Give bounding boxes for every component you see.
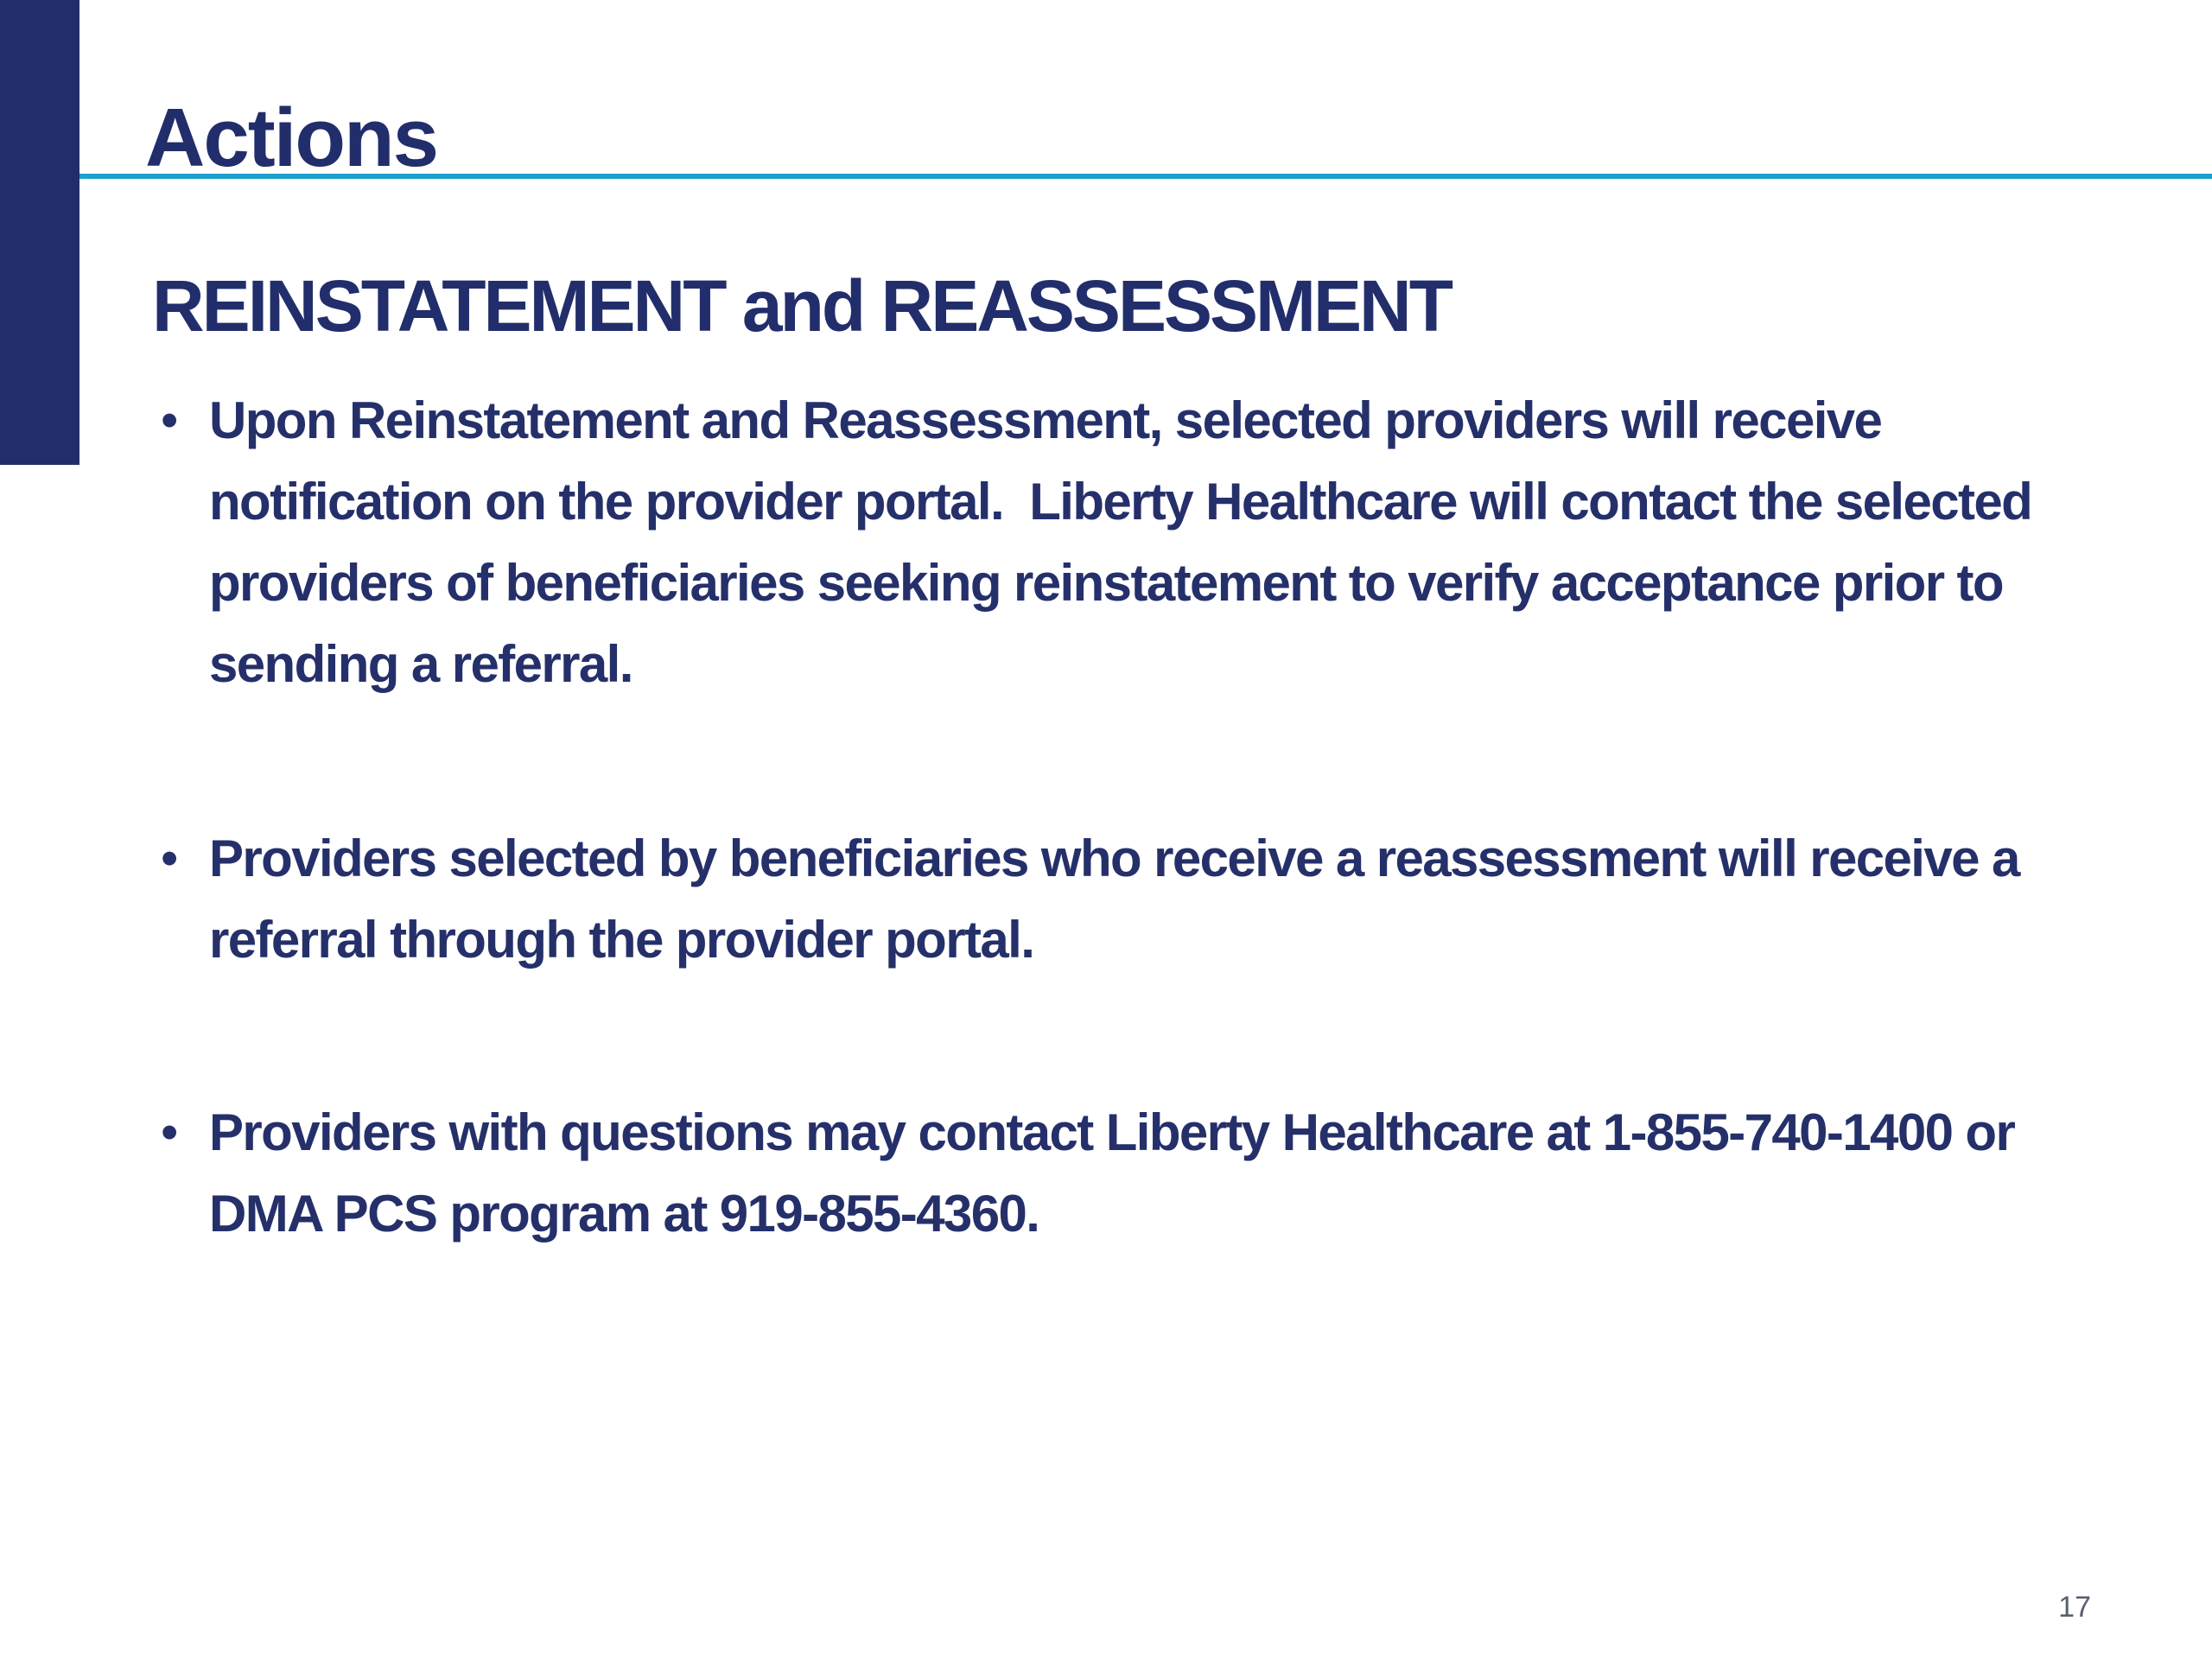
section-heading: REINSTATEMENT and REASSESSMENT (152, 265, 1452, 346)
bullet-text: Upon Reinstatement and Reassessment, selected providers will receive notification on the provider portal. Liberty Healthcare will contact the selected providers of beneficiaries seeking reinstatement to verify acceptance prior to sending a referral. (209, 391, 2032, 693)
bullet-icon: • (161, 1104, 179, 1160)
bullet-icon: • (161, 830, 179, 887)
accent-bar (0, 0, 79, 465)
bullet-text: Providers selected by beneficiaries who receive a reassessment will receive a referral through the provider portal. (209, 830, 2019, 969)
slide-title: Actions (145, 92, 438, 184)
bullet-icon: • (161, 392, 179, 448)
bullet-text: Providers with questions may contact Liberty Healthcare at 1-855-740-1400 or DMA PCS program at 919-855-4360. (209, 1103, 2015, 1243)
page-number: 17 (2058, 1591, 2091, 1624)
